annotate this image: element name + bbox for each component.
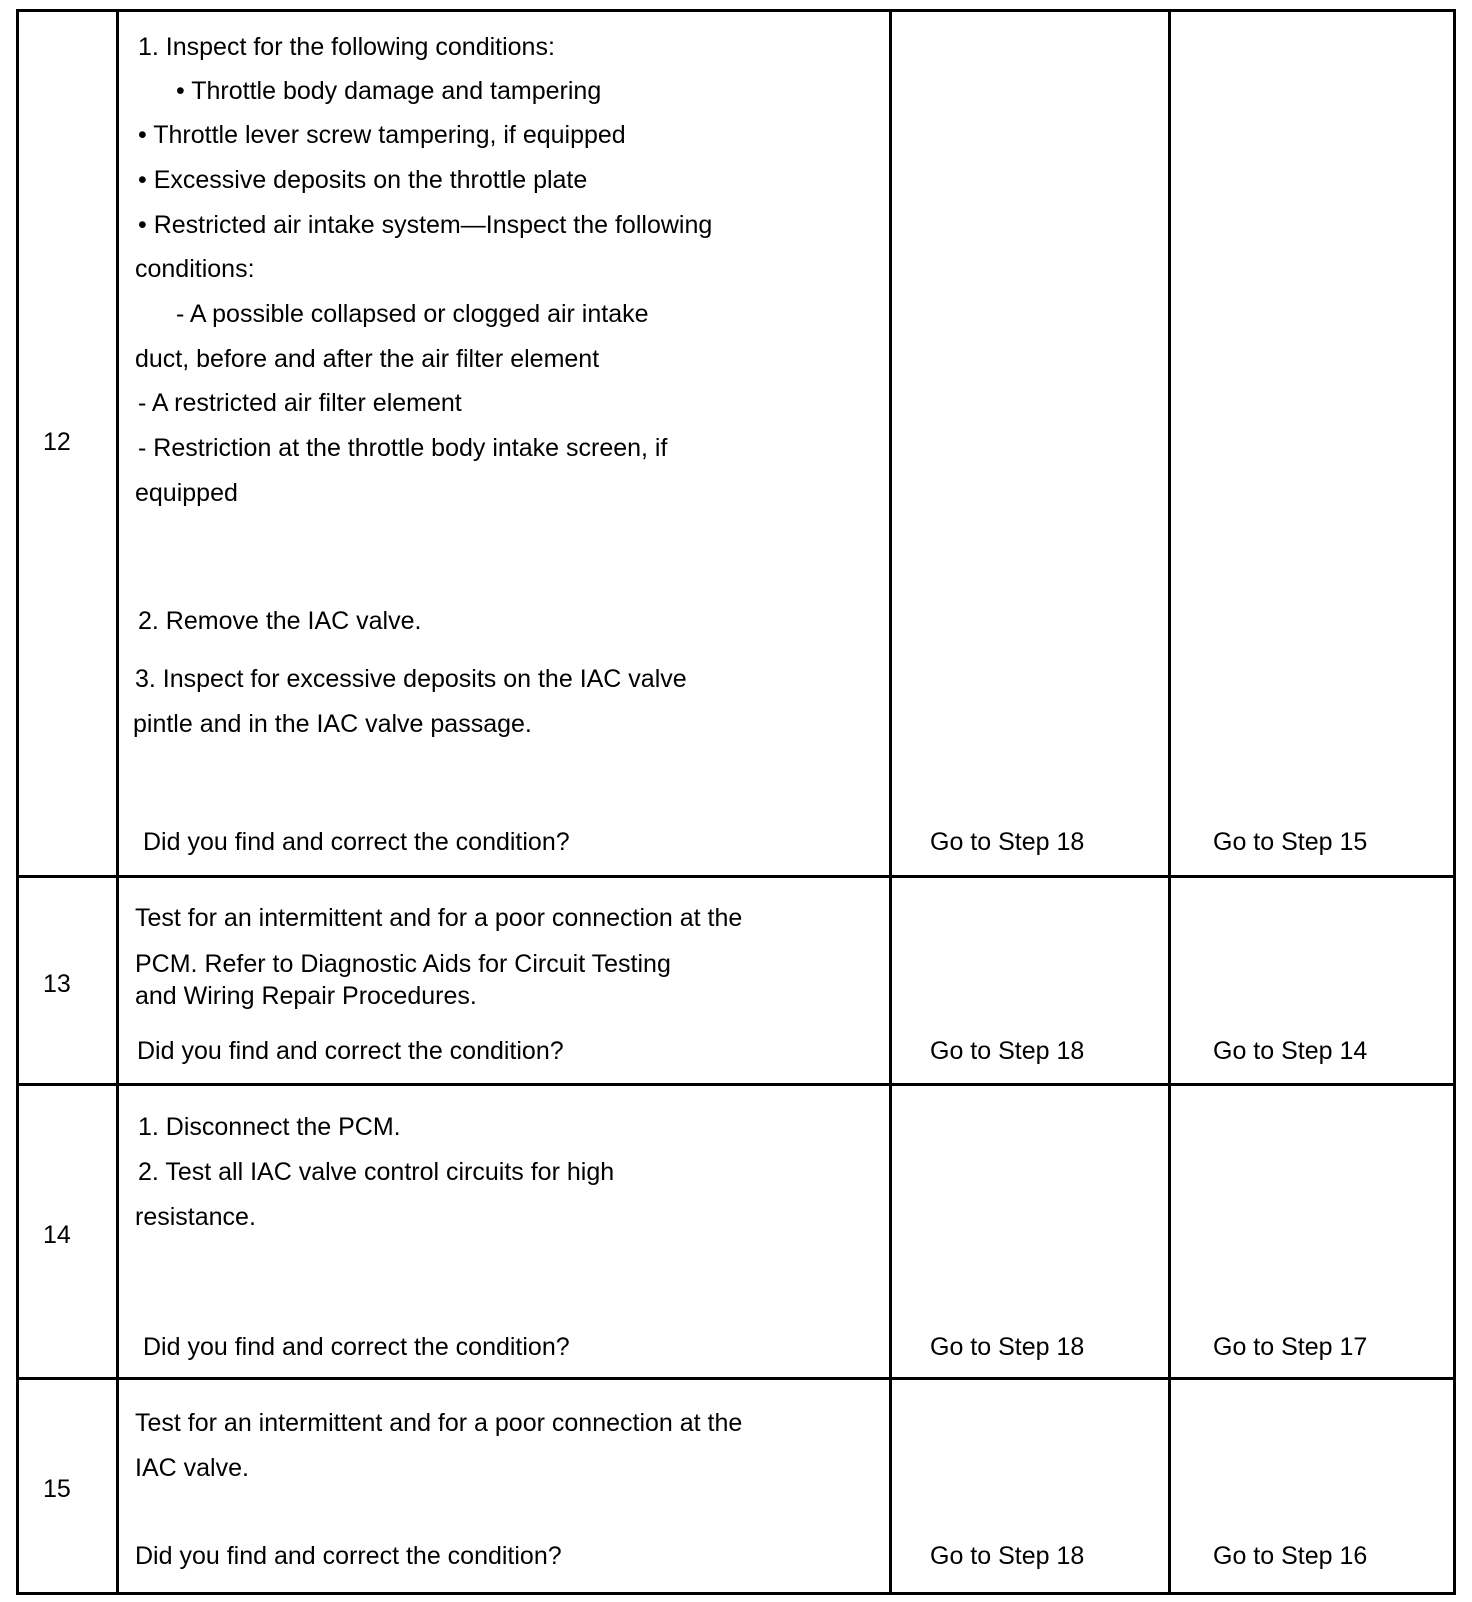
- action-line: conditions:: [135, 255, 255, 283]
- column-divider: [1168, 9, 1171, 1595]
- action-line: equipped: [135, 479, 238, 507]
- column-divider: [116, 9, 119, 1595]
- column-divider: [889, 9, 892, 1595]
- step-number: 13: [43, 970, 71, 998]
- row-divider: [16, 875, 1456, 878]
- no-result: Go to Step 14: [1213, 1037, 1368, 1065]
- no-result: Go to Step 15: [1213, 828, 1368, 856]
- no-result: Go to Step 17: [1213, 1333, 1368, 1361]
- action-line: 1. Disconnect the PCM.: [138, 1113, 401, 1141]
- question-text: Did you find and correct the condition?: [143, 828, 570, 856]
- action-line: - A restricted air filter element: [138, 389, 462, 417]
- action-line: 1. Inspect for the following conditions:: [138, 33, 555, 61]
- action-line: IAC valve.: [135, 1454, 249, 1482]
- action-line: 3. Inspect for excessive deposits on the IAC valve: [135, 665, 687, 693]
- row-divider: [16, 1377, 1456, 1380]
- action-line: 2. Remove the IAC valve.: [138, 607, 422, 635]
- step-number: 12: [43, 428, 71, 456]
- question-text: Did you find and correct the condition?: [137, 1037, 564, 1065]
- action-line: resistance.: [135, 1203, 256, 1231]
- step-number: 15: [43, 1475, 71, 1503]
- action-line: • Excessive deposits on the throttle plate: [138, 166, 588, 194]
- step-number: 14: [43, 1221, 71, 1249]
- action-line: PCM. Refer to Diagnostic Aids for Circuit Testing: [135, 950, 671, 978]
- action-line: and Wiring Repair Procedures.: [135, 982, 477, 1010]
- action-line: 2. Test all IAC valve control circuits for high: [138, 1158, 615, 1186]
- action-line: • Throttle lever screw tampering, if equipped: [138, 121, 626, 149]
- yes-result: Go to Step 18: [930, 1333, 1085, 1361]
- action-line: • Restricted air intake system—Inspect the following: [138, 211, 713, 239]
- action-line: pintle and in the IAC valve passage.: [133, 710, 532, 738]
- row-divider: [16, 1083, 1456, 1086]
- action-line: - A possible collapsed or clogged air intake: [176, 300, 649, 328]
- action-line: duct, before and after the air filter element: [135, 345, 600, 373]
- yes-result: Go to Step 18: [930, 1037, 1085, 1065]
- yes-result: Go to Step 18: [930, 1542, 1085, 1570]
- action-line: - Restriction at the throttle body intake screen, if: [138, 434, 668, 462]
- action-line: Test for an intermittent and for a poor connection at the: [135, 1409, 743, 1437]
- action-line: Test for an intermittent and for a poor connection at the: [135, 904, 743, 932]
- question-text: Did you find and correct the condition?: [135, 1542, 562, 1570]
- action-line: • Throttle body damage and tampering: [176, 77, 602, 105]
- question-text: Did you find and correct the condition?: [143, 1333, 570, 1361]
- no-result: Go to Step 16: [1213, 1542, 1368, 1570]
- yes-result: Go to Step 18: [930, 828, 1085, 856]
